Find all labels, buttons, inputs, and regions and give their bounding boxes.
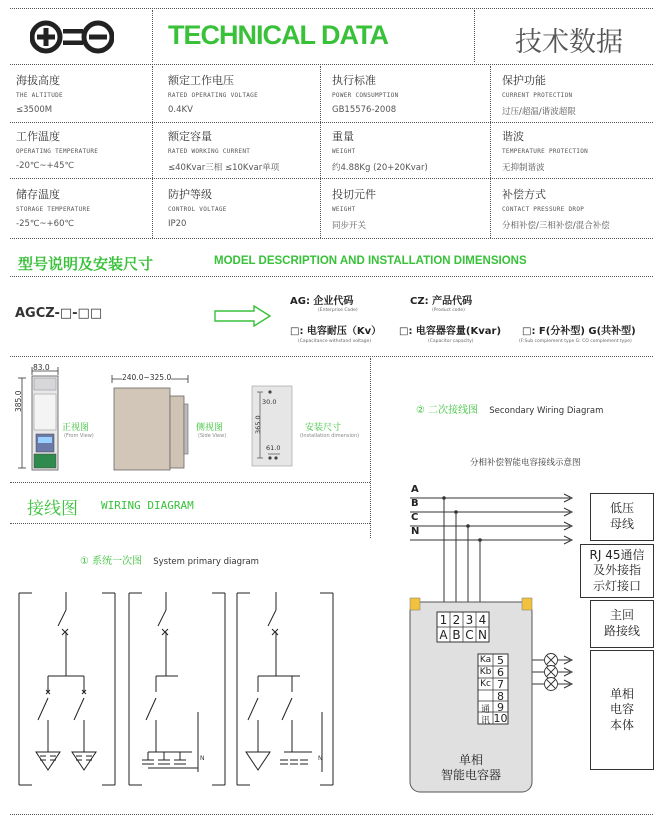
terminal-letter: N [478, 628, 487, 642]
side-terminal-number: 7 [497, 678, 504, 691]
legend-box-text: 低压 母线 [609, 501, 634, 531]
primary-diagram-title-en: System primary diagram [153, 557, 259, 567]
plus-equals-minus-logo [30, 20, 114, 54]
side-terminal-number: 6 [497, 666, 504, 679]
primary-diagram-title-cn: ① 系统一次图 [80, 556, 143, 567]
side-terminal-label: 通 [480, 705, 490, 715]
terminal-number: 1 [439, 613, 448, 627]
side-terminal-label: Ka [479, 655, 492, 665]
spec-title: 谐波 [502, 130, 524, 143]
legend-box [590, 493, 654, 541]
secondary-diagram-title [416, 398, 603, 417]
side-view-sub: (Side View) [198, 433, 227, 439]
spec-subtitle: THE ALTITUDE [16, 92, 63, 99]
front-height-label: 385.0 [14, 390, 23, 412]
spec-subtitle: TEMPERATURE PROTECTION [502, 148, 589, 155]
spec-value: ≤40Kvar三相 ≤10Kvar单项 [168, 163, 280, 173]
install-dimension-drawing [240, 382, 300, 468]
spec-cell [332, 128, 428, 173]
terminal-letter: A [439, 628, 448, 642]
ag-label: AG: 企业代码 [290, 296, 354, 307]
cz-sub: (Product code) [432, 308, 465, 313]
spec-value: 分相补偿/三相补偿/混合补偿 [502, 221, 610, 231]
front-width-label: 83.0 [33, 363, 50, 372]
spec-cell [502, 72, 576, 117]
side-range-label: 240.0~325.0 [122, 373, 172, 382]
bus-line-label: N [411, 526, 420, 537]
side-terminal-number: 8 [497, 690, 504, 703]
header-title-en: TECHNICAL DATA [168, 20, 388, 50]
primary-diagram-2 [128, 592, 226, 786]
spec-subtitle: CONTROL VOLTAGE [168, 206, 227, 213]
spec-value: IP20 [168, 219, 187, 229]
header-title-cn: 技术数据 [515, 27, 623, 58]
spec-cell [502, 186, 610, 231]
terminal-letter: B [452, 628, 461, 642]
terminal-number: 3 [465, 613, 474, 627]
spec-cell [168, 72, 258, 115]
install-label: 安装尺寸 [305, 423, 342, 433]
spec-value: 0.4KV [168, 105, 193, 115]
spec-title: 防护等级 [168, 188, 212, 201]
model-code: AGCZ-□-□□ [15, 306, 103, 321]
cz-label: CZ: 产品代码 [410, 296, 473, 307]
spec-title: 重量 [332, 130, 354, 143]
spec-title: 工作温度 [16, 130, 60, 143]
wiring-title-en: WIRING DIAGRAM [101, 499, 194, 512]
terminal-number: 2 [452, 613, 461, 627]
spec-subtitle: RATED WORKING CURRENT [168, 148, 251, 155]
kv-label: □: 电容耐压（Kv） [290, 326, 382, 337]
spec-title: 保护功能 [502, 74, 546, 87]
side-view-drawing [110, 374, 192, 472]
spec-subtitle: STORAGE TEMPERATURE [16, 206, 91, 213]
bus-line-label: B [411, 498, 419, 509]
terminal-number: 4 [478, 613, 487, 627]
model-title-cn: 型号说明及安装尺寸 [18, 255, 154, 273]
spec-title: 海拔高度 [16, 74, 60, 87]
side-terminal-number: 10 [493, 712, 508, 725]
spec-cell [332, 186, 376, 231]
spec-title: 补偿方式 [502, 188, 546, 201]
spec-cell [16, 72, 63, 115]
bus-line-label: C [411, 512, 419, 523]
spec-value: -20℃~+45℃ [16, 161, 75, 171]
type-sub: (F:Sub complement type G: CO complement type) [519, 339, 632, 344]
spec-cell [502, 128, 588, 173]
side-terminal-label: Kc [480, 679, 491, 689]
legend-box [590, 600, 654, 648]
primary-diagram-1 [18, 592, 116, 786]
spec-title: 额定容量 [168, 130, 212, 143]
spec-cell [168, 128, 279, 173]
spec-subtitle: POWER CONSUMPTION [332, 92, 399, 99]
side-view-label: 侧视图 [196, 423, 224, 433]
spec-value: 同步开关 [332, 221, 367, 231]
capacitor-name: 单相 智能电容器 [440, 753, 501, 782]
install-610-label: 61.0 [266, 444, 281, 452]
spec-value: 无抑制谐波 [502, 163, 545, 173]
wiring-title-cn: 接线图 [27, 499, 78, 519]
front-view-label: 正视图 [62, 423, 90, 433]
spec-title: 投切元件 [332, 188, 376, 201]
legend-box-text: RJ 45通信 及外接指 示灯接口 [589, 547, 645, 593]
legend-box-text: 主回 路接线 [603, 608, 640, 638]
spec-cell [16, 186, 90, 229]
kv-sub: (Capacitance withstand voltage) [298, 339, 372, 344]
spec-title: 执行标准 [332, 74, 376, 87]
ag-sub: (Enterprise Code) [318, 308, 358, 313]
primary-diagram-title [80, 549, 259, 568]
spec-subtitle: OPERATING TEMPERATURE [16, 148, 99, 155]
model-title-en: MODEL DESCRIPTION AND INSTALLATION DIMENSIONS [214, 255, 527, 267]
front-view-drawing [10, 364, 70, 476]
spec-value: ≤3500M [16, 105, 53, 115]
primary-n-label-3: N [318, 755, 323, 762]
side-terminal-label: Kb [479, 667, 492, 677]
spec-subtitle: CONTACT PRESSURE DROP [502, 206, 585, 213]
secondary-diagram-title-cn: ② 二次接线图 [416, 405, 479, 416]
spec-cell [168, 186, 227, 229]
spec-subtitle: WEIGHT [332, 206, 356, 213]
spec-cell [16, 128, 98, 171]
type-label: □: F(分补型) G(共补型) [522, 326, 636, 337]
legend-box [580, 544, 654, 598]
spec-subtitle: WEIGHT [332, 148, 356, 155]
side-terminal-label: 讯 [480, 716, 490, 726]
secondary-diagram-title-en: Secondary Wiring Diagram [489, 406, 604, 416]
side-terminal-number: 5 [497, 654, 504, 667]
spec-value: 过压/超温/谐波超限 [502, 107, 576, 117]
spec-subtitle: CURRENT PROTECTION [502, 92, 573, 99]
spec-value: GB15576-2008 [332, 105, 397, 115]
legend-box-text: 单相 电容 本体 [609, 686, 634, 732]
kvar-label: □: 电容器容量(Kvar) [399, 326, 502, 337]
spec-value: 约4.88Kg (20+20Kvar) [332, 163, 428, 173]
spec-value: -25℃~+60℃ [16, 219, 75, 229]
spec-title: 额定工作电压 [168, 74, 234, 87]
primary-n-label: N [200, 755, 205, 762]
arrow-right-icon [214, 305, 272, 327]
spec-subtitle: RATED OPERATING VOLTAGE [168, 92, 258, 99]
legend-box [590, 650, 654, 770]
install-30-label: 30.0 [262, 398, 277, 406]
bus-line-label: A [411, 484, 419, 495]
install-365-label: 365.0 [254, 415, 262, 434]
wiring-diagram-caption: 分相补偿智能电容接线示意图 [470, 458, 581, 468]
install-sub: (Installation dimension) [300, 433, 360, 439]
front-view-sub: (From View) [64, 433, 94, 439]
spec-title: 储存温度 [16, 188, 60, 201]
spec-cell [332, 72, 399, 115]
kvar-sub: (Capacitor capacity) [428, 339, 474, 344]
terminal-letter: C [465, 628, 474, 642]
side-terminal-number: 9 [497, 701, 504, 714]
